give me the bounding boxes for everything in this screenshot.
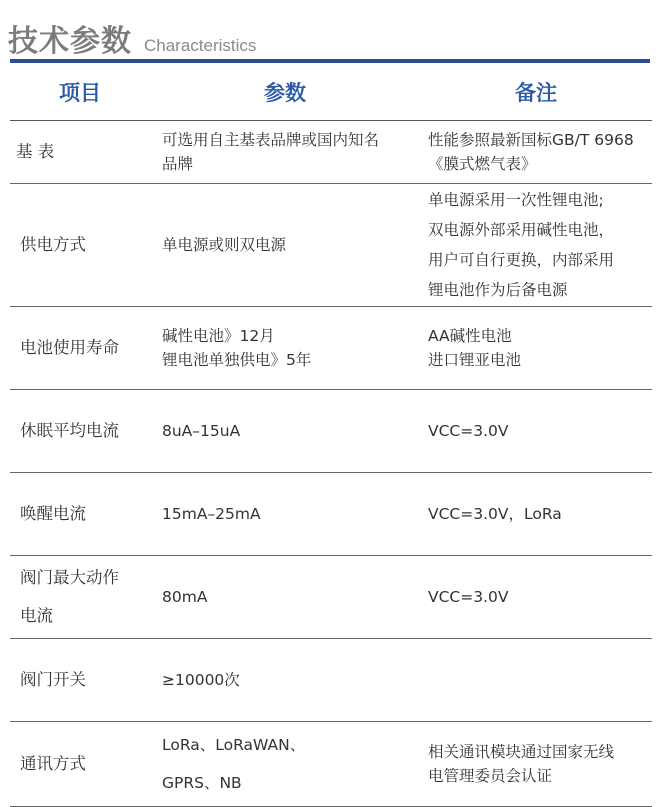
table-row xyxy=(10,390,652,473)
row-param: 单电源或则双电源 xyxy=(150,184,420,307)
row-note: 性能参照最新国标GB/T 6968 《膜式燃气表》 xyxy=(420,121,652,184)
row-item: 阀门最大动作 电流 xyxy=(10,556,150,639)
characteristics-table xyxy=(10,63,652,807)
row-note xyxy=(420,639,652,722)
table-row xyxy=(10,121,652,184)
table-row xyxy=(10,722,652,807)
table-row xyxy=(10,639,652,722)
row-param: 15mA–25mA xyxy=(150,473,420,556)
header-item: 项目 xyxy=(10,63,150,121)
row-note: 相关通讯模块通过国家无线 电管理委员会认证 xyxy=(420,722,652,807)
row-item: 通讯方式 xyxy=(10,722,150,807)
table-row xyxy=(10,556,652,639)
row-item: 阀门开关 xyxy=(10,639,150,722)
row-param: ≥10000次 xyxy=(150,639,420,722)
row-note: VCC=3.0V，LoRa xyxy=(420,473,652,556)
row-item: 电池使用寿命 xyxy=(10,307,150,390)
row-note: AA碱性电池 进口锂亚电池 xyxy=(420,307,652,390)
row-param: 80mA xyxy=(150,556,420,639)
row-note: VCC=3.0V xyxy=(420,556,652,639)
row-note: 单电源采用一次性锂电池; 双电源外部采用碱性电池， 用户可自行更换，内部采用 锂电池作为后备电源 xyxy=(420,184,652,307)
row-item: 供电方式 xyxy=(10,184,150,307)
row-param: 8uA–15uA xyxy=(150,390,420,473)
row-item: 休眠平均电流 xyxy=(10,390,150,473)
title-chinese: 技术参数 xyxy=(8,24,132,59)
table-row xyxy=(10,307,652,390)
table-header-row xyxy=(10,63,652,121)
table-row xyxy=(10,184,652,307)
row-item: 唤醒电流 xyxy=(10,473,150,556)
table-row xyxy=(10,473,652,556)
header-note: 备注 xyxy=(420,63,652,121)
row-param: 可选用自主基表品牌或国内知名 品牌 xyxy=(150,121,420,184)
header-param: 参数 xyxy=(150,63,420,121)
row-param: LoRa、LoRaWAN、 GPRS、NB xyxy=(150,722,420,807)
row-item: 基 表 xyxy=(10,121,150,184)
row-param: 碱性电池》12月 锂电池单独供电》5年 xyxy=(150,307,420,390)
row-note: VCC=3.0V xyxy=(420,390,652,473)
title-english: Characteristics xyxy=(144,36,257,55)
